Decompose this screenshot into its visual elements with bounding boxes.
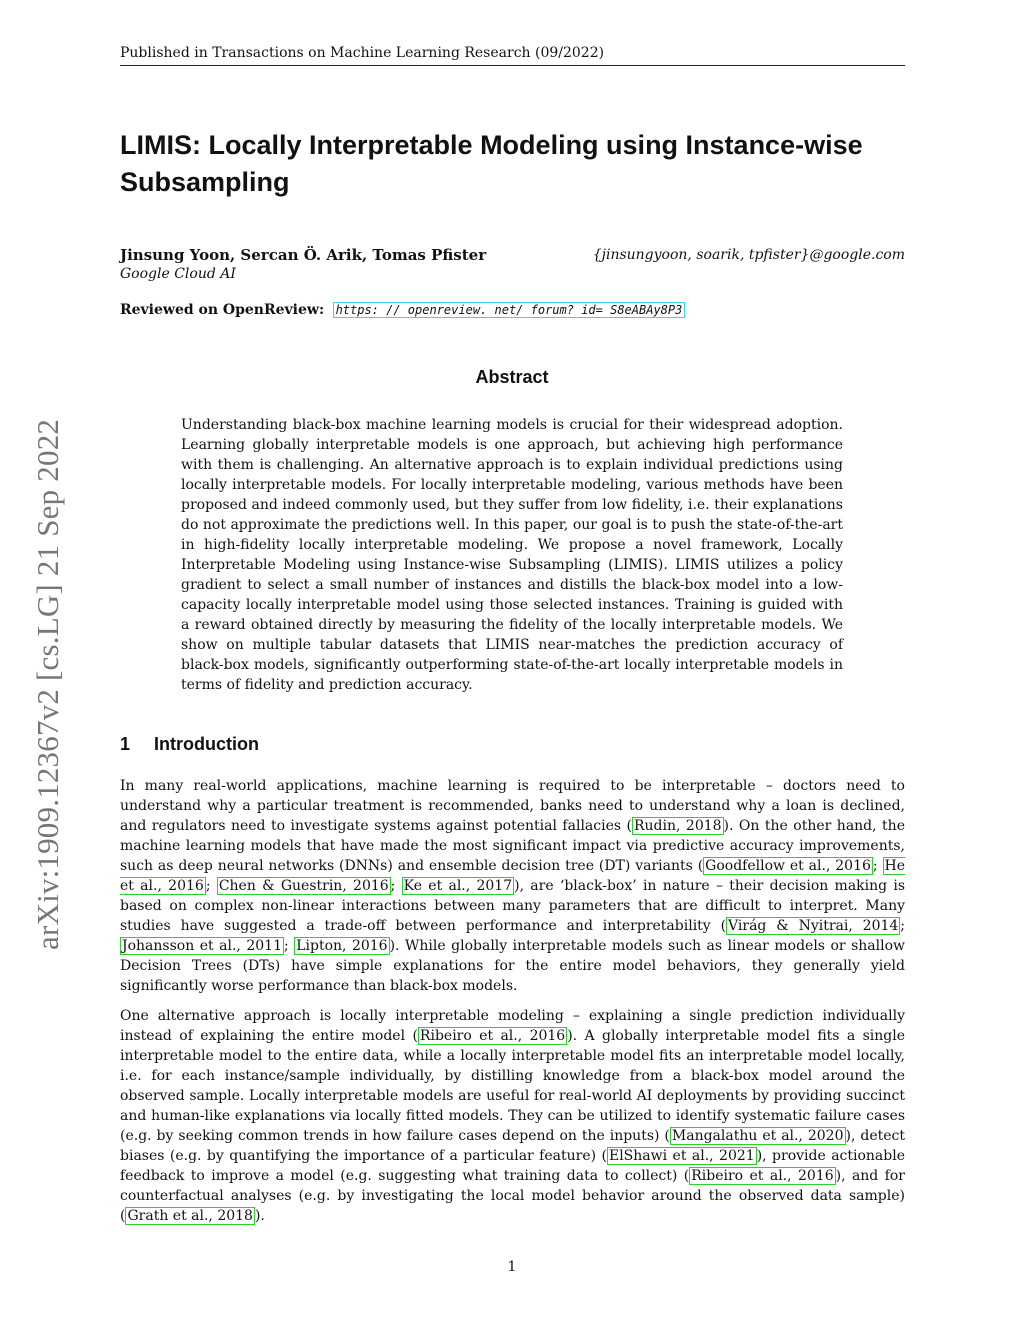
- citation-link[interactable]: Ribeiro et al., 2016: [419, 1028, 566, 1044]
- text-run: ).: [254, 1208, 265, 1224]
- section-number: 1: [120, 734, 131, 754]
- citation-link[interactable]: Mangalathu et al., 2020: [671, 1128, 844, 1144]
- text-run: ;: [390, 878, 402, 894]
- abstract-text: Understanding black-box machine learning models is crucial for their widespread adoption. Learning globally interpretable models is one approach, but achieving high performance with them is challenging. An alternative approach is to explain individual predictions using locally interpretable models. For locally interpretable modeling, various methods have been proposed and indeed commonly used, but they suffer from low fidelity, i.e. their explanations do not approximate the predictions well. In this paper, our goal is to push the state-of-the-art in high-fidelity locally interpretable modeling. We propose a novel framework, Locally Interpretable Modeling using Instance-wise Subsampling (LIMIS). LIMIS utilizes a policy gradient to select a small number of instances and distills the black-box model into a low-capacity locally interpretable model using those selected instances. Training is guided with a reward obtained directly by measuring the fidelity of the locally interpretable models. We show on multiple tabular datasets that LIMIS near-matches the prediction accuracy of black-box models, significantly outperforming state-of-the-art locally interpretable models in terms of fidelity and prediction accuracy.: [181, 417, 843, 693]
- text-run: ). A globally interpretable model fits a single interpretable model to the entire data, while a locally interpretable model fits an interpretable model locally, i.e. for each instance/sample individually, by distilling knowledge from a black-box model around the observed sample. Locally interpretable models are useful for real-world AI deployments by providing succinct and human-like explanations via locally fitted models. They can be utilized to identify systematic failure cases (e.g. by seeking common trends in how failure cases depend on the inputs) (: [120, 1028, 906, 1144]
- citation-link[interactable]: Ribeiro et al., 2016: [691, 1168, 834, 1184]
- citation-link[interactable]: Grath et al., 2018: [127, 1208, 253, 1224]
- text-run: ;: [205, 878, 217, 894]
- intro-paragraph-2: [120, 1006, 905, 1226]
- paper-title: LIMIS: Locally Interpretable Modeling using Instance-wise Subsampling: [120, 130, 863, 197]
- citation-link[interactable]: Rudin, 2018: [633, 818, 722, 834]
- text-run: ;: [900, 918, 906, 934]
- arxiv-stamp: arXiv:1909.12367v2 [cs.LG] 21 Sep 2022: [30, 418, 65, 950]
- section-title: Introduction: [154, 734, 259, 754]
- citation-link[interactable]: Goodfellow et al., 2016: [705, 858, 871, 874]
- text-run: ;: [283, 938, 295, 954]
- page-number: 1: [507, 1259, 517, 1275]
- running-head: Published in Transactions on Machine Learning Research (09/2022): [120, 44, 905, 66]
- citation-link[interactable]: He et al., 2016: [120, 858, 905, 894]
- review-label: Reviewed on OpenReview:: [120, 302, 325, 318]
- text-run: ), and for counterfactual analyses (e.g. by investigating the local model behavior around the observed data sample) (: [120, 1168, 905, 1224]
- citation-link[interactable]: Virág & Nyitrai, 2014: [728, 918, 899, 934]
- author-emails: {jinsungyoon, soarik, tpfister}@google.com: [592, 247, 905, 263]
- text-run: ), detect biases (e.g. by quantifying the importance of a particular feature) (: [120, 1128, 906, 1164]
- text-run: ). On the other hand, the machine learning models that have made the most significant impact via predictive accuracy improvements, such as deep neural networks (DNNs) and ensemble decision tree (DT) variants (: [120, 818, 905, 874]
- openreview-link[interactable]: https: // openreview. net/ forum? id= S8eABAy8P3: [333, 302, 686, 318]
- section-heading-introduction: [120, 734, 259, 755]
- abstract-heading: Abstract: [475, 367, 549, 387]
- text-run: One alternative approach is locally interpretable modeling – explaining a single prediction individually instead of explaining the entire model (: [120, 1008, 905, 1044]
- citation-link[interactable]: Johansson et al., 2011: [122, 938, 282, 954]
- affiliation: Google Cloud AI: [120, 266, 236, 282]
- author-list: Jinsung Yoon, Sercan Ö. Arik, Tomas Pfister: [120, 246, 487, 264]
- citation-link[interactable]: Lipton, 2016: [296, 938, 388, 954]
- review-line: [120, 302, 685, 318]
- text-run: ;: [872, 858, 883, 874]
- text-run: In many real-world applications, machine learning is required to be interpretable – doctors need to understand why a particular treatment is recommended, banks need to understand why a loan is declined, and regulators need to investigate systems against potential fallacies (: [120, 778, 905, 834]
- citation-link[interactable]: Chen & Guestrin, 2016: [218, 878, 389, 894]
- text-run: ). While globally interpretable models such as linear models or shallow Decision Trees (DTs) have simple explanations for the entire model behaviors, they generally yield significantly worse performance than black-box models.: [120, 938, 906, 994]
- citation-link[interactable]: Ke et al., 2017: [403, 878, 513, 894]
- citation-link[interactable]: ElShawi et al., 2021: [608, 1148, 755, 1164]
- intro-paragraph-1: [120, 776, 905, 996]
- text-run: ), provide actionable feedback to improve a model (e.g. suggesting what training data to collect) (: [120, 1148, 906, 1184]
- text-run: ), are ‘black-box’ in nature – their decision making is based on complex non-linear interactions between many parameters that are difficult to interpret. Many studies have suggested a trade-off between performance and interpretability (: [120, 878, 906, 934]
